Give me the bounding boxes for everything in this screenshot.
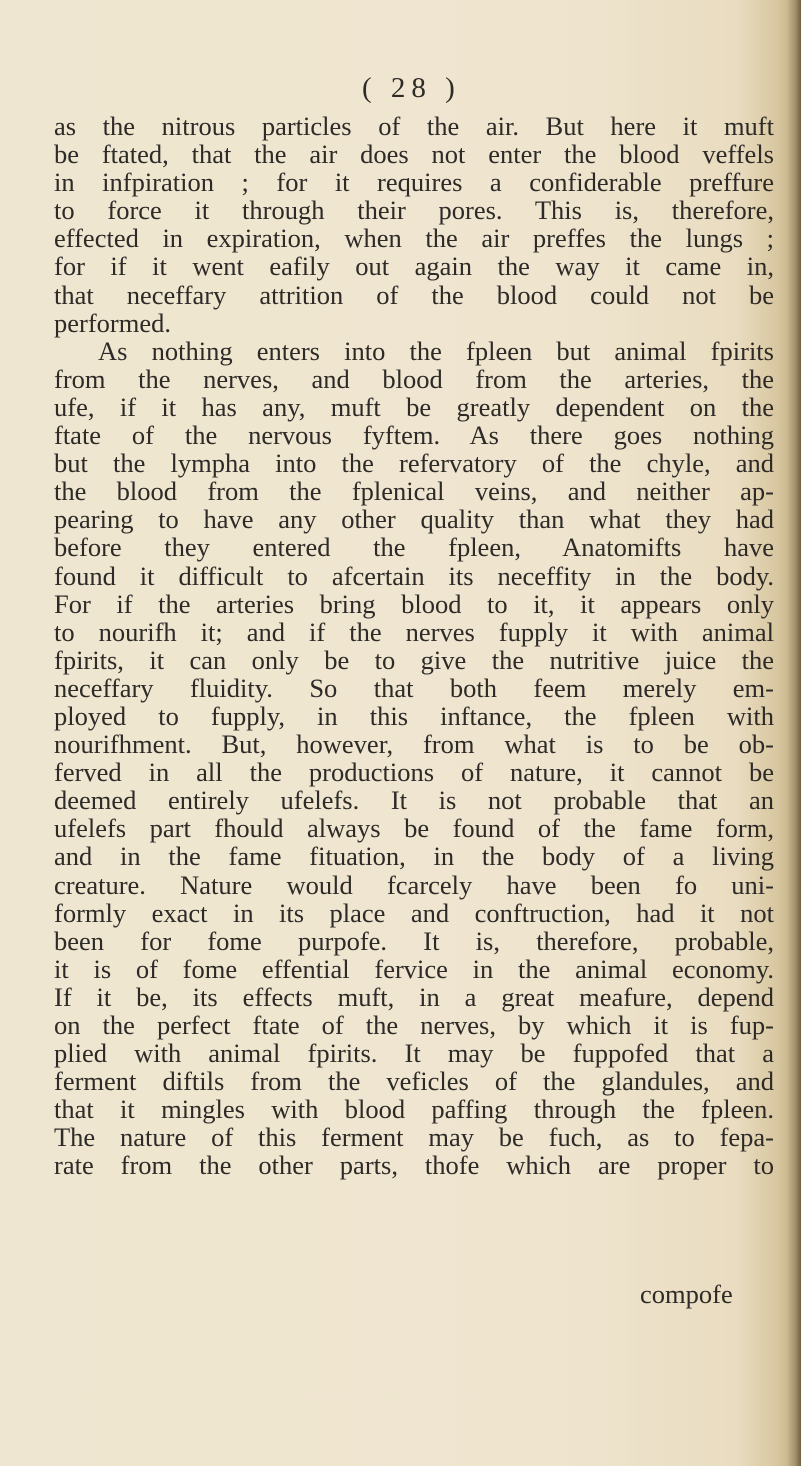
text-line: ployed to fupply, in this inftance, the fpleen with (54, 700, 774, 731)
text-line: be ftated, that the air does not enter the blood veffels (54, 139, 774, 170)
text-line: to nourifh it; and if the nerves fupply it with animal (54, 616, 774, 647)
catchword: compofe (640, 1279, 733, 1309)
text-line: as the nitrous particles of the air. But here it muft (54, 111, 774, 141)
text-line: If it be, its effects muft, in a great meafure, depend (54, 981, 774, 1012)
text-line: ufelefs part fhould always be found of the fame form, (54, 813, 774, 844)
text-line: before they entered the fpleen, Anatomifts have (54, 532, 774, 563)
text-line: found it difficult to afcertain its neceffity in the body. (54, 560, 774, 591)
text-line: deemed entirely ufelefs. It is not probable that an (54, 785, 774, 816)
text-line: plied with animal fpirits. It may be fuppofed that a (54, 1038, 774, 1069)
text-line: ferment diftils from the veficles of the glandules, and (54, 1066, 774, 1097)
text-line: ftate of the nervous fyftem. As there goes nothing (54, 420, 774, 451)
text-line: rate from the other parts, thofe which are proper to (54, 1150, 774, 1181)
text-line: it is of fome effential fervice in the animal economy. (54, 953, 774, 984)
paragraph-end-line: performed. (54, 307, 171, 338)
text-line: For if the arteries bring blood to it, it appears only (54, 588, 774, 619)
text-line: The nature of this ferment may be fuch, as to fepa- (54, 1122, 774, 1153)
text-line: but the lympha into the refervatory of the chyle, and (54, 448, 774, 479)
text-line: been for fome purpofe. It is, therefore, probable, (54, 925, 774, 956)
text-line: pearing to have any other quality than what they had (54, 504, 774, 535)
text-line: from the nerves, and blood from the arteries, the (54, 363, 774, 394)
text-line: nourifhment. But, however, from what is to be ob- (54, 729, 774, 760)
page-edge-shadow (787, 0, 801, 1466)
page-number: ( 28 ) (362, 72, 461, 104)
text-line: and in the fame fituation, in the body of a living (54, 841, 774, 872)
text-line: the blood from the fplenical veins, and neither ap- (54, 476, 774, 507)
text-line: neceffary fluidity. So that both feem merely em- (54, 672, 774, 703)
text-line: ufe, if it has any, muft be greatly dependent on the (54, 391, 774, 422)
text-line: creature. Nature would fcarcely have been fo uni- (54, 869, 774, 900)
text-line: on the perfect ftate of the nerves, by which it is fup- (54, 1010, 774, 1040)
text-line: to force it through their pores. This is, therefore, (54, 195, 774, 226)
text-line: for if it went eafily out again the way it came in, (54, 251, 774, 282)
paragraph-start-line: As nothing enters into the fpleen but animal fpirits (98, 335, 774, 366)
text-line: ferved in all the productions of nature, it cannot be (54, 757, 774, 788)
text-line: formly exact in its place and conftruction, had it not (54, 897, 774, 928)
text-line: in infpiration ; for it requires a confiderable preffure (54, 167, 774, 198)
text-line: that it mingles with blood paffing through the fpleen. (54, 1094, 774, 1125)
text-line: effected in expiration, when the air preffes the lungs ; (54, 223, 774, 254)
text-line: that neceffary attrition of the blood could not be (54, 279, 774, 310)
text-line: fpirits, it can only be to give the nutritive juice the (54, 644, 774, 675)
body-text (54, 112, 774, 1180)
